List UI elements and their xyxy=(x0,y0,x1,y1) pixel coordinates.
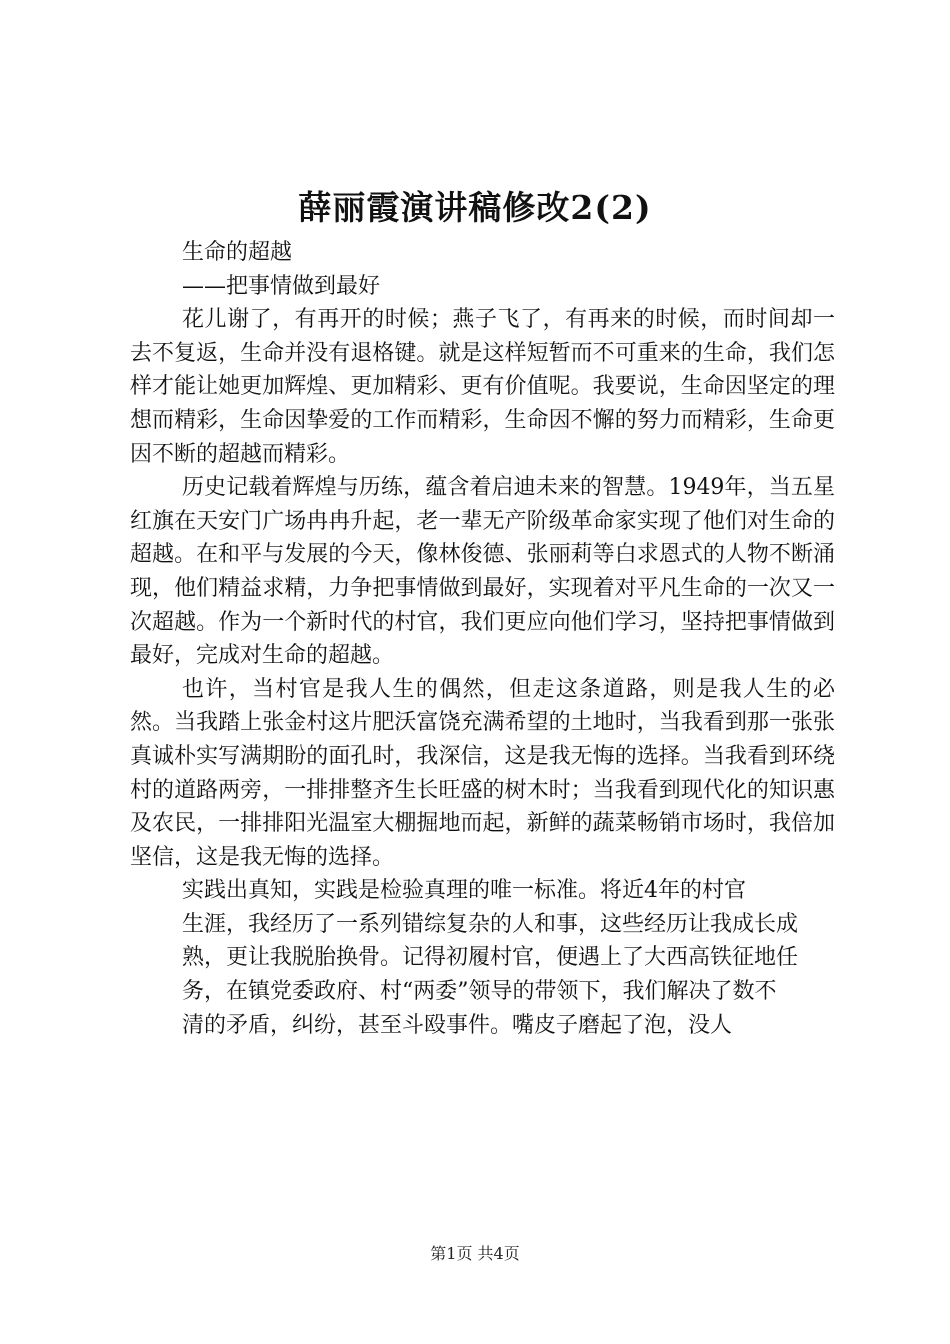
paragraph-6: 熟，更让我脱胎换骨。记得初履村官，便遇上了大西高铁征地任 xyxy=(182,945,799,971)
paragraph-1: 花儿谢了，有再开的时候；燕子飞了，有再来的时候，而时间却一去不复返，生命并没有退格键。就是这样短暂而不可重来的生命，我们怎样才能让她更加辉煌、更加精彩、更有价值呢。我要说，生命因坚定的理想而精彩，生命因挚爱的工作而精彩，生命因不懈的努力而精彩，生命更因不断的超越而精彩。 xyxy=(130,307,835,467)
page-number-footer: 第1页 共4页 xyxy=(430,1244,520,1263)
subtitle-dash-line: ——把事情做到最好 xyxy=(182,273,381,299)
paragraph-5: 生涯，我经历了一系列错综复杂的人和事，这些经历让我成长成 xyxy=(182,911,799,937)
document-body xyxy=(130,236,835,1042)
paragraph-8: 清的矛盾，纠纷，甚至斗殴事件。嘴皮子磨起了泡，没人 xyxy=(182,1012,733,1038)
paragraph-7: 务，在镇党委政府、村“两委”领导的带领下，我们解决了数不 xyxy=(182,979,777,1005)
paragraph-2: 历史记载着辉煌与历练，蕴含着启迪未来的智慧。1949年，当五星红旗在天安门广场冉冉升起，老一辈无产阶级革命家实现了他们对生命的超越。在和平与发展的今天，像林俊德、张丽莉等白求恩式的人物不断涌现，他们精益求精，力争把事情做到最好，实现着对平凡生命的一次又一次超越。作为一个新时代的村官，我们更应向他们学习，坚持把事情做到最好，完成对生命的超越。 xyxy=(130,475,835,669)
subtitle-line: 生命的超越 xyxy=(182,240,293,265)
paragraph-4: 实践出真知，实践是检验真理的唯一标准。将近4年的村官 xyxy=(182,878,746,904)
paragraph-3: 也许，当村官是我人生的偶然，但走这条道路，则是我人生的必然。当我踏上张金村这片肥沃富饶充满希望的土地时，当我看到那一张张真诚朴实写满期盼的面孔时，我深信，这是我无悔的选择。当我看到环绕村的道路两旁，一排排整齐生长旺盛的树木时；当我看到现代化的知识惠及农民，一排排阳光温室大棚掘地而起，新鲜的蔬菜畅销市场时，我倍加坚信，这是我无悔的选择。 xyxy=(130,676,835,870)
document-title: 薛丽霞演讲稿修改2(2) xyxy=(298,188,652,227)
